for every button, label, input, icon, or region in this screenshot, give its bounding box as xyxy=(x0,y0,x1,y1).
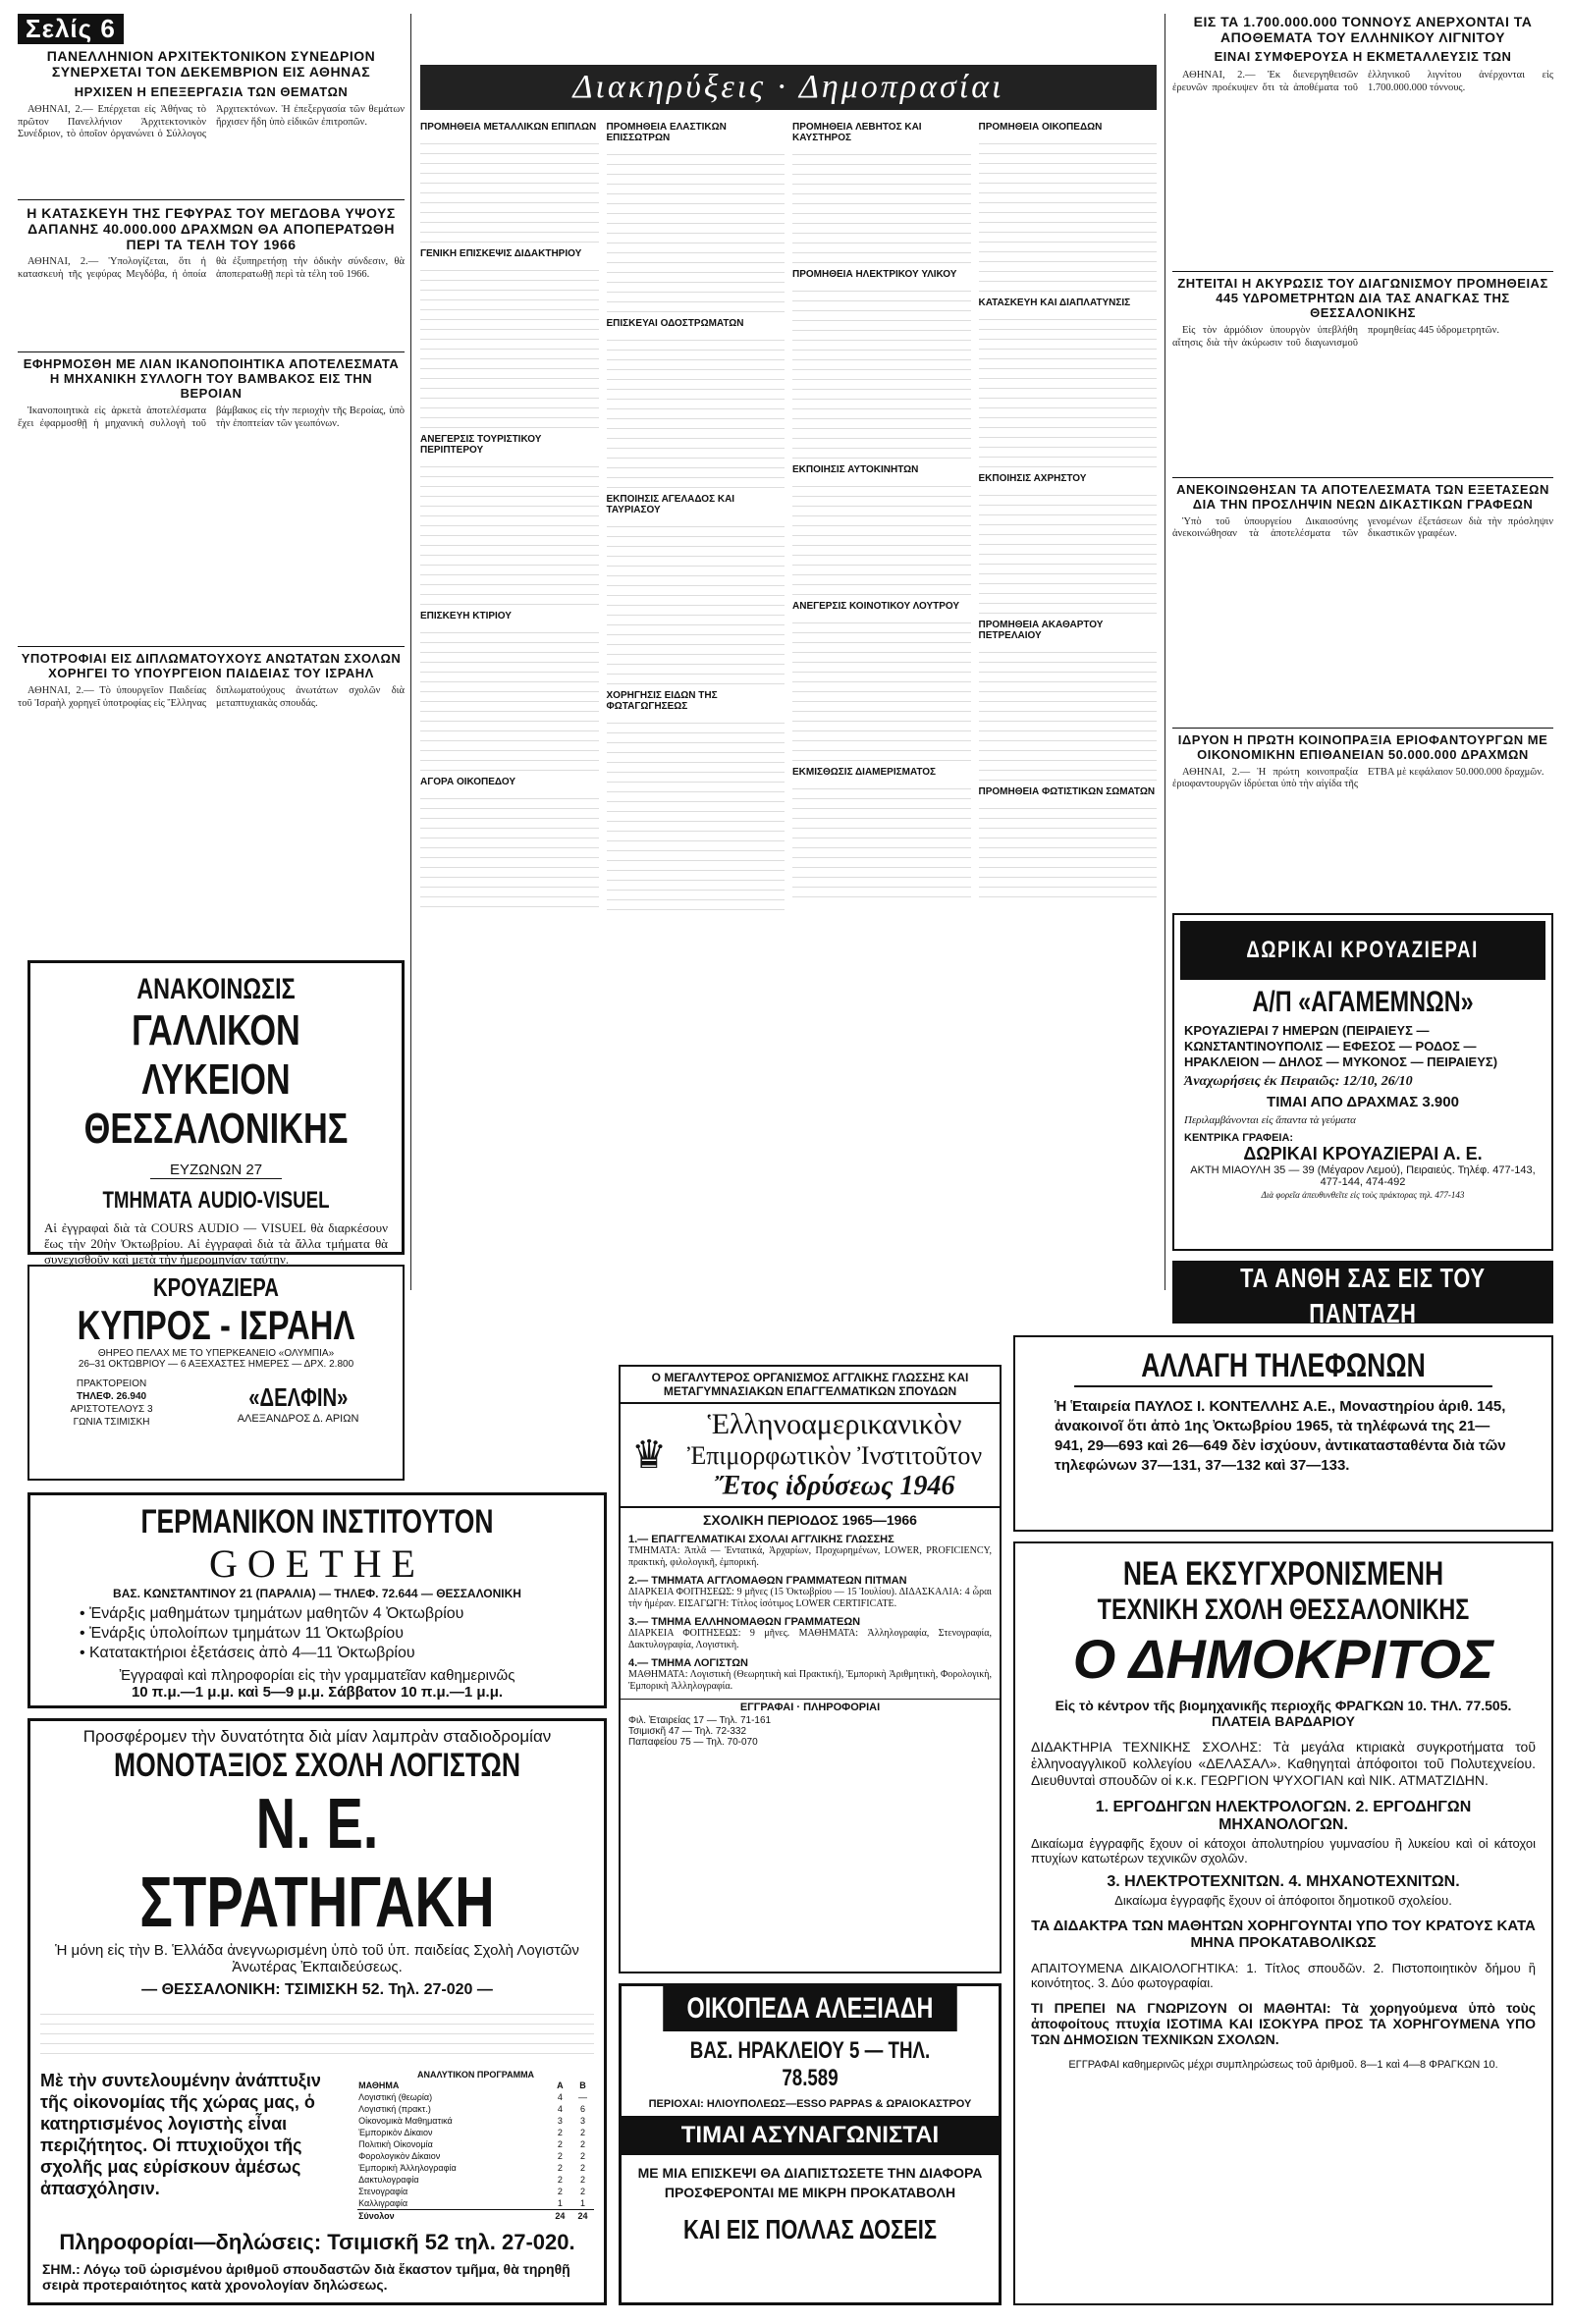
notice-title: ΑΓΟΡΑ ΟΙΚΟΠΕΔΟΥ xyxy=(420,777,516,787)
article-text: Ὑπὸ τοῦ ὑπουργείου Δικαιοσύνης ἀνεκοινώθησαν τὰ ἀποτελέσματα τῶν γενομένων ἐξετάσεων διὰ τὴν πρόσληψιν δικαστικῶν γραφέων. xyxy=(1172,515,1553,540)
phones-ad xyxy=(1013,1335,1553,1532)
lycee-address: ΕΥΖΩΝΩΝ 27 xyxy=(150,1162,282,1179)
land-offer: ΜΕ ΜΙΑ ΕΠΙΣΚΕΨΙ ΘΑ ΔΙΑΠΙΣΤΩΣΕΤΕ ΤΗΝ ΔΙΑΦΟΡΑ xyxy=(637,2165,983,2181)
notice-title: ΚΑΤΑΣΚΕΥΗ ΚΑΙ ΔΙΑΠΛΑΤΥΝΣΙΣ xyxy=(978,297,1131,308)
cruise-owner: ΑΛΕΞΑΝΔΡΟΣ Δ. ΑΡΙΩΝ xyxy=(237,1412,359,1425)
american-period: ΣΧΟΛΙΚΗ ΠΕΡΙΟΔΟΣ 1965—1966 xyxy=(703,1512,917,1528)
notice-title: ΠΡΟΜΗΘΕΙΑ ΟΙΚΟΠΕΔΩΝ xyxy=(978,122,1103,133)
land-price: ΤΙΜΑΙ ΑΣΥΝΑΓΩΝΙΣΤΑΙ xyxy=(622,2116,999,2155)
cruise-title: ΚΡΟΥΑΖΙΕΡΑ xyxy=(153,1272,279,1302)
notices-column xyxy=(420,116,599,901)
democritus-spec2-note: Δικαίωμα ἐγγραφῆς ἔχουν οἱ ἀπόφοιτοι δημοτικοῦ σχολείου. xyxy=(1114,1893,1452,1908)
notice-title: ΕΚΠΟΙΗΣΙΣ ΑΧΡΗΣΤΟΥ xyxy=(978,473,1087,484)
phones-title: ΑΛΛΑΓΗ ΤΗΛΕΦΩΝΩΝ xyxy=(1074,1347,1492,1387)
scholarships-headline: ΥΠΟΤΡΟΦΙΑΙ ΕΙΣ ΔΙΠΛΩΜΑΤΟΥΧΟΥΣ ΑΝΩΤΑΤΩΝ ΣΧΟΛΩΝ ΧΟΡΗΓΕΙ ΤΟ ΥΠΟΥΡΓΕΙΟΝ ΠΑΙΔΕΙΑΣ ΤΟΥ ΙΣΡΑΗΛ xyxy=(21,651,402,681)
notice-title: ΠΡΟΜΗΘΕΙΑ ΑΚΑΘΑΡΤΟΥ ΠΕΤΡΕΛΑΙΟΥ xyxy=(978,620,1104,641)
lignite-subhead: ΕΙΝΑΙ ΣΥΜΦΕΡΟΥΣΑ Η ΕΚΜΕΤΑΛΛΕΥΣΙΣ ΤΩΝ xyxy=(1214,49,1512,65)
cotton-headline: ΕΦΗΡΜΟΣΘΗ ΜΕ ΛΙΑΝ ΙΚΑΝΟΠΟΙΗΤΙΚΑ ΑΠΟΤΕΛΕΣΜΑΤΑ Η ΜΗΧΑΝΙΚΗ ΣΥΛΛΟΓΗ ΤΟΥ ΒΑΜΒΑΚΟΣ ΕΙΣ ΤΗΝ ΒΕΡΟΙΑΝ xyxy=(23,356,400,402)
architects-headline: ΠΑΝΕΛΛΗΝΙΟΝ ΑΡΧΙΤΕΚΤΟΝΙΚΟΝ ΣΥΝΕΔΡΙΟΝ ΣΥΝΕΡΧΕΤΑΙ ΤΟΝ ΔΕΚΕΜΒΡΙΟΝ ΕΙΣ ΑΘΗΝΑΣ xyxy=(46,48,376,81)
bridge-headline: Η ΚΑΤΑΣΚΕΥΗ ΤΗΣ ΓΕΦΥΡΑΣ ΤΟΥ ΜΕΓΔΟΒΑ ΥΨΟΥΣ ΔΑΠΑΝΗΣ 40.000.000 ΔΡΑΧΜΩΝ ΘΑ ΑΠΟΠΕΡΑΤΩΘΗ ΠΕΡΙ ΤΑ ΤΕΛΗ ΤΟΥ 1966 xyxy=(27,205,396,253)
annulment-body xyxy=(1172,325,1553,472)
article-text: ΑΘΗΝΑΙ, 2.— Ἡ πρώτη κοινοπραξία ἐριοφαντουργῶν ἱδρύεται ὑπὸ τὴν αἰγίδα τῆς ΕΤΒΑ μὲ κεφάλαιον 50.000.000 δραχμῶν. xyxy=(1172,766,1544,790)
left-column xyxy=(18,14,405,956)
doric-meals: Περιλαμβάνονται εἰς ἅπαντα τὰ γεύματα xyxy=(1184,1114,1356,1126)
democritus-spec2: 3. ΗΛΕΚΤΡΟΤΕΧΝΙΤΩΝ. 4. ΜΗΧΑΝΟΤΕΧΝΙΤΩΝ. xyxy=(1107,1873,1460,1890)
democritus-extra: ΤΙ ΠΡΕΠΕΙ ΝΑ ΓΝΩΡΙΖΟΥΝ ΟΙ ΜΑΘΗΤΑΙ: Τὰ χορηγούμενα ὑπὸ τοὺς ἀποφοίτους πτυχία ΙΣΟΤΙΜΑ ΚΑΙ ΙΣΟΚΥΡΑ ΠΡΟΣ ΤΑ ΧΟΡΗΓΟΥΜΕΝΑ ΥΠΟ ΤΩΝ ΔΗΜΟΣΙΩΝ ΤΕΧΝΙΚΩΝ ΣΧΟΛΩΝ. xyxy=(1031,2000,1536,2047)
american-institute-ad xyxy=(619,1365,1002,1973)
reg-line: Τσιμισκῆ 47 — Τηλ. 72-332 xyxy=(628,1726,747,1737)
american-section-title: 2.— ΤΜΗΜΑΤΑ ΑΓΓΛΟΜΑΘΩΝ ΓΡΑΜΜΑΤΕΩΝ ΠΙΤΜΑΝ xyxy=(628,1575,907,1587)
notice-title: ΠΡΟΜΗΘΕΙΑ ΜΕΤΑΛΛΙΚΩΝ ΕΠΙΠΛΩΝ xyxy=(420,122,597,133)
notice-title: ΕΠΙΣΚΕΥΑΙ ΟΔΟΣΤΡΩΜΑΤΩΝ xyxy=(606,318,744,329)
doric-ship: Α/Π «ΑΓΑΜΕΜΝΩΝ» xyxy=(1252,986,1474,1018)
notice-title: ΓΕΝΙΚΗ ΕΠΙΣΚΕΨΙΣ ΔΙΔΑΚΤΗΡΙΟΥ xyxy=(420,248,582,259)
goethe-footer: Ἐγγραφαὶ καὶ πληροφορίαι εἰς τὴν γραμματεῖαν καθημερινῶς xyxy=(119,1667,515,1684)
doric-departures: Ἀναχωρήσεις ἐκ Πειραιῶς: 12/10, 26/10 xyxy=(1184,1074,1413,1089)
program-total-row: Σύνολον 24 24 xyxy=(357,2210,594,2223)
exams-body xyxy=(1172,516,1553,723)
architects-subhead: ΗΡΧΙΣΕΝ Η ΕΠΕΞΕΡΓΑΣΙΑ ΤΩΝ ΘΕΜΑΤΩΝ xyxy=(74,84,349,100)
program-row: Δακτυλογραφία 2 2 xyxy=(358,2175,585,2185)
democritus-name: Ο ΔΗΜΟΚΡΙΤΟΣ xyxy=(1072,1628,1494,1690)
goethe-item: • Ἐνάρξις ὑπολοίπων τμημάτων 11 Ὀκτωβρίου xyxy=(80,1625,404,1642)
american-section-text: ΔΙΑΡΚΕΙΑ ΦΟΙΤΗΣΕΩΣ: 9 μῆνες. ΜΑΘΗΜΑΤΑ: Ἀλληλογραφία, Στενογραφία, Δακτυλογραφία, Λογιστικὴ. xyxy=(628,1628,992,1650)
american-section-title: 1.— ΕΠΑΓΓΕΛΜΑΤΙΚΑΙ ΣΧΟΛΑΙ ΑΓΓΛΙΚΗΣ ΓΛΩΣΣΗΣ xyxy=(628,1534,894,1545)
doric-price: ΤΙΜΑΙ ΑΠΟ ΔΡΑΧΜΑΣ 3.900 xyxy=(1267,1094,1459,1110)
american-reg-title: ΕΓΓΡΑΦΑΙ · ΠΛΗΡΟΦΟΡΙΑΙ xyxy=(621,1699,1000,1713)
lycee-name: ΓΑΛΛΙΚΟΝ ΛΥΚΕΙΟΝ xyxy=(132,1006,300,1104)
program-row: Λογιστική (θεωρία) 4 — xyxy=(358,2092,587,2102)
notice-title: ΑΝΕΓΕΡΣΙΣ ΤΟΥΡΙΣΤΙΚΟΥ ΠΕΡΙΠΤΕΡΟΥ xyxy=(420,434,542,456)
cruise-ship-line: ΘΗΡΕΟ ΠΕΛΑΧ ΜΕ ΤΟ ΥΠΕΡΚΕΑΝΕΙΟ «ΟΛΥΜΠΙΑ» xyxy=(97,1348,335,1359)
american-section-text: ΔΙΑΡΚΕΙΑ ΦΟΙΤΗΣΕΩΣ: 9 μῆνες (15 Ὀκτωβρίου — 15 Ἰουλίου). ΔΙΔΑΣΚΑΛΙΑ: 4 ὧραι τὴν ἡμέραν. ΕΙΣΑΓΩΓΗ: Τίτλος ἰσότιμος LOWER CERTIFICATE. xyxy=(628,1587,992,1609)
strategaki-mid-text: Μὲ τὴν συντελουμένην ἀνάπτυξιν τῆς οἰκονομίας τῆς χώρας μας, ὁ κατηρτισμένος λογιστὴς εἶναι περιζήτητος. Οἱ πτυχιοῦχοι τῆς σχολῆς μας εὐρίσκουν ἀμέσως ἀπασχόλησιν. xyxy=(40,2071,321,2198)
notice-title: ΠΡΟΜΗΘΕΙΑ ΦΩΤΙΣΤΙΚΩΝ ΣΩΜΑΤΩΝ xyxy=(978,786,1156,797)
land-areas: ΠΕΡΙΟΧΑΙ: ΗΛΙΟΥΠΟΛΕΩΣ—ESSO PAPPAS & ΩΡΑΙΟΚΑΣΤΡΟΥ xyxy=(648,2098,972,2110)
democritus-ad xyxy=(1013,1541,1553,2305)
doric-title: ΔΩΡΙΚΑΙ ΚΡΟΥΑΖΙΕΡΑΙ xyxy=(1246,937,1480,963)
american-section-title: 4.— ΤΜΗΜΑ ΛΟΓΙΣΤΩΝ xyxy=(628,1657,748,1669)
woolen-body xyxy=(1172,767,1553,836)
american-section-text: ΜΑΘΗΜΑΤΑ: Λογιστικὴ (Θεωρητικὴ καὶ Πρακτική), Ἐμπορικὴ Ἀριθμητικὴ, Φορολογικὴ, Ἐμπορικὴ Ἀλληλογραφία. xyxy=(628,1669,992,1692)
strategaki-address: — ΘΕΣΣΑΛΟΝΙΚΗ: ΤΣΙΜΙΣΚΗ 52. Τηλ. 27-020 — xyxy=(141,1981,493,1998)
article-text: ΑΘΗΝΑΙ, 2.— Τὸ ὑπουργεῖον Παιδείας τοῦ Ἰσραὴλ χορηγεῖ ὑποτροφίας εἰς Ἕλληνας διπλωματούχους ἀνωτάτων σχολῶν διὰ μεταπτυχιακὰς σπουδάς. xyxy=(18,685,405,709)
american-founded: Ἔτος ἱδρύσεως 1946 xyxy=(714,1471,955,1501)
cruise-israel-ad xyxy=(27,1265,405,1481)
lycee-city: ΘΕΣΣΑΛΟΝΙΚΗΣ xyxy=(83,1105,349,1153)
democritus-text: ΔΙΔΑΚΤΗΡΙΑ ΤΕΧΝΙΚΗΣ ΣΧΟΛΗΣ: Τὰ μεγάλα κτιριακὰ συγκροτήματα τοῦ ἑλληνοαγγλικοῦ κολλεγίου «ΔΕΛΑΣΑΛ». Καθηγηταὶ ἀπόφοιτοι τοῦ Πολυτεχνείου. Διευθυνταὶ σπουδῶν οἱ κ.κ. ΓΕΩΡΓΙΟΝ ΨΥΧΟΓΙΑΝ καὶ ΝΙΚ. ΑΤΜΑΤΖΙΔΗΝ. xyxy=(1031,1739,1536,1788)
eagle-icon: ♛ xyxy=(631,1432,667,1477)
reg-line: Φιλ. Ἐταιρείας 17 — Τηλ. 71-161 xyxy=(628,1715,772,1726)
democritus-docs: ΑΠΑΙΤΟΥΜΕΝΑ ΔΙΚΑΙΟΛΟΓΗΤΙΚΑ: 1. Τίτλος σπουδῶν. 2. Πιστοποιητικὸν δήμου ἢ κοινότητος. 3. Δύο φωτογραφίαι. xyxy=(1031,1961,1536,1990)
land-offer: ΠΡΟΣΦΕΡΟΝΤΑΙ ΜΕ ΜΙΚΡΗ ΠΡΟΚΑΤΑΒΟΛΗ xyxy=(664,2185,956,2200)
scholarships-body xyxy=(18,685,405,823)
reg-line: Παπαφείου 75 — Τηλ. 70-070 xyxy=(628,1737,758,1748)
lignite-headline: ΕΙΣ ΤΑ 1.700.000.000 ΤΟΝΝΟΥΣ ΑΝΕΡΧΟΝΤΑΙ ΤΑ ΑΠΟΘΕΜΑΤΑ ΤΟΥ ΕΛΛΗΝΙΚΟΥ ΛΙΓΝΙΤΟΥ xyxy=(1193,14,1533,46)
article-text: ΑΘΗΝΑΙ, 2.— Επέρχεται εἰς Ἀθήνας τὸ πρῶτον Πανελλήνιον Ἀρχιτεκτονικὸν Συνέδριον, τὸ ὁποῖον ὀργανώνει ὁ Σύλλογος Ἀρχιτεκτόνων. Ἡ ἐπεξεργασία τῶν θεμάτων ἤρχισεν ἤδη ὑπὸ εἰδικῶν ἐπιτροπῶν. xyxy=(18,104,405,140)
page-tag: Σελίς 6 xyxy=(18,14,124,44)
notice-title: ΠΡΟΜΗΘΕΙΑ ΕΛΑΣΤΙΚΩΝ ΕΠΙΣΣΩΤΡΩΝ xyxy=(606,122,727,143)
strategaki-intro: Προσφέρομεν τὴν δυνατότητα διὰ μίαν λαμπρὰν σταδιοδρομίαν xyxy=(82,1727,552,1746)
notice-title: ΠΡΟΜΗΘΕΙΑ ΗΛΕΚΤΡΙΚΟΥ ΥΛΙΚΟΥ xyxy=(792,269,957,280)
cruise-corner: ΓΩΝΙΑ ΤΣΙΜΙΣΚΗ xyxy=(73,1417,150,1428)
cruise-street: ΑΡΙΣΤΟΤΕΛΟΥΣ 3 xyxy=(70,1404,153,1415)
strategaki-ad xyxy=(27,1718,607,2305)
notices-banner: Διακηρύξεις · Δημοπρασίαι xyxy=(420,65,1157,110)
land-installments: ΚΑΙ ΕΙΣ ΠΟΛΛΑΣ ΔΟΣΕΙΣ xyxy=(683,2214,937,2244)
program-row: Ἐμπορικὸν Δίκαιον 2 2 xyxy=(358,2128,585,2137)
notice-title: ΕΚΜΙΣΘΩΣΙΣ ΔΙΑΜΕΡΙΣΜΑΤΟΣ xyxy=(792,767,937,778)
democritus-spec1: 1. ΕΡΓΟΔΗΓΩΝ ΗΛΕΚΤΡΟΛΟΓΩΝ. 2. ΕΡΓΟΔΗΓΩΝ ΜΗΧΑΝΟΛΟΓΩΝ. xyxy=(1095,1799,1472,1833)
land-address: ΒΑΣ. ΗΡΑΚΛΕΙΟΥ 5 — ΤΗΛ. 78.589 xyxy=(689,2037,931,2091)
column-rule xyxy=(410,14,411,1290)
cruise-dates: 26–31 ΟΚΤΩΒΡΙΟΥ — 6 ΑΞΕΧΑΣΤΕΣ ΗΜΕΡΕΣ — ΔΡΧ. 2.800 xyxy=(78,1359,354,1370)
phones-text: Ἡ Ἑταιρεία ΠΑΥΛΟΣ Ι. ΚΟΝΤΕΛΛΗΣ Α.Ε., Μοναστηρίου ἀριθ. 145, ἀνακοινοῖ ὅτι ἀπὸ 1ης Ὀκτωβρίου 1965, τὰ τηλέφωνά της 21—941, 29—693 καὶ 26—649 δὲν ἰσχύουν, ἀντικατασταθέντα διὰ τῶν τηλεφώνων 37—131, 37—132 καὶ 37—133. xyxy=(1055,1398,1506,1474)
goethe-item: • Κατατακτήριοι ἐξετάσεις ἀπὸ 4—11 Ὀκτωβρίου xyxy=(80,1645,415,1661)
doric-company: ΔΩΡΙΚΑΙ ΚΡΟΥΑΖΙΕΡΑΙ Α. Ε. xyxy=(1243,1144,1483,1163)
notice-title: ΕΚΠΟΙΗΣΙΣ ΑΥΤΟΚΙΝΗΤΩΝ xyxy=(792,464,919,475)
doric-ad xyxy=(1172,913,1553,1251)
goethe-title: ΓΕΡΜΑΝΙΚΟΝ ΙΝΣΤΙΤΟΥΤΟΝ xyxy=(140,1503,494,1540)
democritus-footer: ΕΓΓΡΑΦΑΙ καθημερινῶς μέχρι συμπληρώσεως τοῦ ἀριθμοῦ. 8—1 καὶ 4—8 ΦΡΑΓΚΩΝ 10. xyxy=(1068,2059,1498,2071)
strategaki-title: ΜΟΝΟΤΑΞΙΟΣ ΣΧΟΛΗ ΛΟΓΙΣΤΩΝ xyxy=(114,1747,520,1784)
notice-title: ΑΝΕΓΕΡΣΙΣ ΚΟΙΝΟΤΙΚΟΥ ΛΟΥΤΡΟΥ xyxy=(792,601,960,612)
exams-headline: ΑΝΕΚΟΙΝΩΘΗΣΑΝ ΤΑ ΑΠΟΤΕΛΕΣΜΑΤΑ ΤΩΝ ΕΞΕΤΑΣΕΩΝ ΔΙΑ ΤΗΝ ΠΡΟΣΛΗΨΙΝ ΝΕΩΝ ΔΙΚΑΣΤΙΚΩΝ ΓΡΑΦΕΩΝ xyxy=(1176,481,1549,512)
program-table xyxy=(357,2080,594,2222)
right-column xyxy=(1172,14,1553,907)
lignite-body xyxy=(1172,70,1553,266)
notices-column xyxy=(607,116,786,901)
notices-column xyxy=(979,116,1158,901)
goethe-address: ΒΑΣ. ΚΩΝΣΤΑΝΤΙΝΟΥ 21 (ΠΑΡΑΛΙΑ) — ΤΗΛΕΦ. 72.644 — ΘΕΣΣΑΛΟΝΙΚΗ xyxy=(113,1587,521,1600)
land-title: ΟΙΚΟΠΕΔΑ ΑΛΕΞΙΑΔΗ xyxy=(663,1986,957,2031)
democritus-intro: Εἰς τὸ κέντρον τῆς βιομηχανικῆς περιοχῆς ΦΡΑΓΚΩΝ 10. ΤΗΛ. 77.505. ΠΛΑΤΕΙΑ ΒΑΡΔΑΡΙΟΥ xyxy=(1055,1698,1512,1729)
land-ad xyxy=(619,1983,1002,2305)
american-name2: Ἐπιμορφωτικὸν Ἰνστιτοῦτον xyxy=(686,1441,983,1470)
program-title: ΑΝΑΛΥΤΙΚΟΝ ΠΡΟΓΡΑΜΜΑ xyxy=(417,2070,535,2080)
program-row: Πολιτικὴ Οἰκονομία 2 2 xyxy=(358,2139,585,2149)
bridge-body xyxy=(18,256,405,347)
lycee-title: ΑΝΑΚΟΙΝΩΣΙΣ xyxy=(136,973,296,1005)
doric-note: Διὰ φορεῖα ἀπευθυνθεῖτε εἰς τοὺς πράκτορας τηλ. 477-143 xyxy=(1261,1190,1465,1200)
article-text: Ἱκανοποιητικὰ εἰς ἀρκετὰ ἀποτελέσματα ἔχει ἐφαρμοσθῇ ἡ μηχανικὴ συλλογὴ τοῦ βάμβακος εἰς τὴν περιοχὴν τῆς Βεροίας, ὑπὸ τὴν ἐποπτείαν τῶν γεωπόνων. xyxy=(18,405,405,429)
notices-column xyxy=(792,116,971,901)
program-header-row: ΜΑΘΗΜΑ Α Β xyxy=(358,2081,586,2090)
strategaki-note: ΣΗΜ.: Λόγῳ τοῦ ὡρισμένου ἀριθμοῦ σπουδαστῶν διὰ ἕκαστον τμῆμα, θὰ τηρηθῇ σειρὰ προτεραιότητος κατὰ χρονολογίαν δηλώσεως. xyxy=(42,2261,570,2293)
program-row: Οἰκονομικὰ Μαθηματικά 3 3 xyxy=(358,2116,585,2126)
article-text: Εἰς τὸν ἁρμόδιον ὑπουργὸν ὑπεβλήθη αἴτησις διὰ τὴν ἀκύρωσιν τοῦ διαγωνισμοῦ προμηθείας 445 ὑδρομετρητῶν. xyxy=(1172,324,1499,349)
program-row: Λογιστική (πρακτ.) 4 6 xyxy=(358,2104,585,2114)
program-row: Καλλιγραφία 1 1 xyxy=(358,2198,585,2208)
architects-body xyxy=(18,104,405,194)
newspaper-page xyxy=(18,14,1553,2311)
notice-title: ΕΠΙΣΚΕΥΗ ΚΤΙΡΙΟΥ xyxy=(420,611,512,622)
doric-address: ΑΚΤΗ ΜΙΑΟΥΛΗ 35 — 39 (Μέγαρον Λεμού), Πειραιεύς. Τηλέφ. 477-143, 477-144, 474-492 xyxy=(1190,1164,1536,1188)
doric-offices-label: ΚΕΝΤΡΙΚΑ ΓΡΑΦΕΙΑ: xyxy=(1184,1132,1294,1144)
strategaki-contact: Πληροφορίαι—δηλώσεις: Τσιμισκῆ 52 τηλ. 27-020. xyxy=(59,2230,575,2254)
goethe-name: GOETHE xyxy=(209,1541,425,1586)
american-top: Ο ΜΕΓΑΛΥΤΕΡΟΣ ΟΡΓΑΝΙΣΜΟΣ ΑΓΓΛΙΚΗΣ ΓΛΩΣΣΗΣ ΚΑΙ ΜΕΤΑΓΥΜΝΑΣΙΑΚΩΝ ΕΠΑΓΓΕΛΜΑΤΙΚΩΝ ΣΠΟΥΔΩΝ xyxy=(651,1371,969,1398)
pantazi-title: ΤΑ ΑΝΘΗ ΣΑΣ ΕΙΣ ΤΟΥ ΠΑΝΤΑΖΗ xyxy=(1240,1263,1486,1328)
lycee-text: Αἱ ἐγγραφαὶ διὰ τὰ COURS AUDIO — VISUEL θὰ διαρκέσουν ἕως τὴν 20ὴν Ὀκτωβρίου. Αἱ ἐγγραφαὶ διὰ τὰ ἄλλα τμήματα θὰ συνεχισθοῦν καὶ μετὰ τὴν ἡμερομηνίαν ταύτην. xyxy=(44,1220,388,1267)
page-header xyxy=(18,14,405,44)
program-row: Ἐμπορικὴ Ἀλληλογραφία 2 2 xyxy=(358,2163,585,2173)
democritus-h1: ΝΕΑ ΕΚΣΥΓΧΡΟΝΙΣΜΕΝΗ xyxy=(1122,1555,1444,1593)
cruise-phone: ΤΗΛΕΦ. 26.940 xyxy=(77,1391,147,1402)
cruise-brand: «ΔΕΛΦΙΝ» xyxy=(247,1381,349,1412)
notices-area xyxy=(420,116,1157,901)
cotton-body xyxy=(18,405,405,641)
notice-title: ΕΚΠΟΙΗΣΙΣ ΑΓΕΛΑΔΟΣ ΚΑΙ ΤΑΥΡΙΑΣΟΥ xyxy=(606,494,735,515)
strategaki-desc: Ἡ μόνη εἰς τὴν Β. Ἑλλάδα ἀνεγνωρισμένη ὑπὸ τοῦ ὑπ. παιδείας Σχολὴ Λογιστῶν Ἀνωτέρας Ἐκπαιδεύσεως. xyxy=(55,1942,579,1975)
program-row: Φορολογικὸν Δίκαιον 2 2 xyxy=(358,2151,585,2161)
american-name: Ἑλληνοαμερικανικὸν xyxy=(707,1408,962,1440)
lycee-ad xyxy=(27,960,405,1267)
lycee-dept: ΤΜΗΜΑΤΑ AUDIO-VISUEL xyxy=(102,1187,330,1214)
doric-route: ΚΡΟΥΑΖΙΕΡΑΙ 7 ΗΜΕΡΩΝ (ΠΕΙΡΑΙΕΥΣ — ΚΩΝΣΤΑΝΤΙΝΟΥΠΟΛΙΣ — ΕΦΕΣΟΣ — ΡΟΔΟΣ — ΗΡΑΚΛΕΙΟΝ — ΔΗΛΟΣ — ΜΥΚΟΝΟΣ — ΠΕΙΡΑΙΕΥΣ) xyxy=(1184,1023,1498,1069)
woolen-headline: ΙΔΡΥΟΝ Η ΠΡΩΤΗ ΚΟΙΝΟΠΡΑΞΙΑ ΕΡΙΟΦΑΝΤΟΥΡΓΩΝ ΜΕ ΟΙΚΟΝΟΜΙΚΗΝ ΕΠΙΘΑΝΕΙΑΝ 50.000.000 ΔΡΑΧΜΩΝ xyxy=(1177,731,1548,762)
notice-title: ΠΡΟΜΗΘΕΙΑ ΛΕΒΗΤΟΣ ΚΑΙ ΚΑΥΣΤΗΡΟΣ xyxy=(792,122,922,143)
democritus-spec1-note: Δικαίωμα ἐγγραφῆς ἔχουν οἱ κάτοχοι ἀπολυτηρίου γυμνασίου ἢ λυκείου καὶ οἱ κάτοχοι πτυχίων κατωτέρων τεχνικῶν σχολῶν. xyxy=(1031,1836,1536,1865)
notice-title: ΧΟΡΗΓΗΣΙΣ ΕΙΔΩΝ ΤΗΣ ΦΩΤΑΓΩΓΗΣΕΩΣ xyxy=(606,690,718,712)
democritus-fees: ΤΑ ΔΙΔΑΚΤΡΑ ΤΩΝ ΜΑΘΗΤΩΝ ΧΟΡΗΓΟΥΝΤΑΙ ΥΠΟ ΤΟΥ ΚΡΑΤΟΥΣ ΚΑΤΑ ΜΗΝΑ ΠΡΟΚΑΤΑΒΟΛΙΚΩΣ xyxy=(1031,1918,1536,1951)
strategaki-name: Ν. Ε. ΣΤΡΑΤΗΓΑΚΗ xyxy=(139,1785,495,1942)
goethe-ad xyxy=(27,1492,607,1708)
pantazi-address: ΝΕΑ ΜΕΓ. ΑΛΕΞΑΝΔΡΟΥ 100 — ΤΗΛ. 79.300 xyxy=(1239,1331,1487,1345)
pantazi-ad xyxy=(1172,1261,1553,1345)
goethe-hours: 10 π.μ.—1 μ.μ. καὶ 5—9 μ.μ. Σάββατον 10 π.μ.—1 μ.μ. xyxy=(131,1684,504,1701)
cruise-agency-label: ΠΡΑΚΤΟΡΕΙΟΝ xyxy=(76,1378,147,1389)
cruise-destination: ΚΥΠΡΟΣ - ΙΣΡΑΗΛ xyxy=(77,1302,355,1348)
program-row: Στενογραφία 2 2 xyxy=(358,2187,585,2196)
article-text: ΑΘΗΝΑΙ, 2.— Ἐκ διενεργηθεισῶν ἐρευνῶν προέκυψεν ὅτι τὰ ἀποθέματα τοῦ ἑλληνικοῦ λιγνίτου ἀνέρχονται εἰς 1.700.000.000 τόννους. xyxy=(1172,70,1553,93)
article-text: ΑΘΗΝΑΙ, 2.— Ὑπολογίζεται, ὅτι ἡ κατασκευὴ τῆς γεφύρας Μεγδόβα, ἡ ὁποία θὰ ἐξυπηρετήσῃ τὴν ὁδικὴν σύνδεσιν, θὰ ἀποπερατωθῇ περὶ τὰ τέλη τοῦ 1966. xyxy=(18,256,405,280)
goethe-item: • Ἐνάρξις μαθημάτων τμημάτων μαθητῶν 4 Ὀκτωβρίου xyxy=(80,1605,464,1622)
american-section-text: ΤΜΗΜΑΤΑ: Ἀπλᾶ — Ἐντατικά, Ἀρχαρίων, Προχωρημένων, LOWER, PROFICIENCY, πρακτικὴ, φιλολογικῆ, ἐμπορική. xyxy=(628,1545,992,1568)
american-section-title: 3.— ΤΜΗΜΑ ΕΛΛΗΝΟΜΑΘΩΝ ΓΡΑΜΜΑΤΕΩΝ xyxy=(628,1616,861,1628)
annulment-headline: ΖΗΤΕΙΤΑΙ Η ΑΚΥΡΩΣΙΣ ΤΟΥ ΔΙΑΓΩΝΙΣΜΟΥ ΠΡΟΜΗΘΕΙΑΣ 445 ΥΔΡΟΜΕΤΡΗΤΩΝ ΔΙΑ ΤΑΣ ΑΝΑΓΚΑΣ ΤΗΣ ΘΕΣΣΑΛΟΝΙΚΗΣ xyxy=(1177,276,1548,320)
democritus-h2: ΤΕΧΝΙΚΗ ΣΧΟΛΗ ΘΕΣΣΑΛΟΝΙΚΗΣ xyxy=(1097,1594,1470,1626)
